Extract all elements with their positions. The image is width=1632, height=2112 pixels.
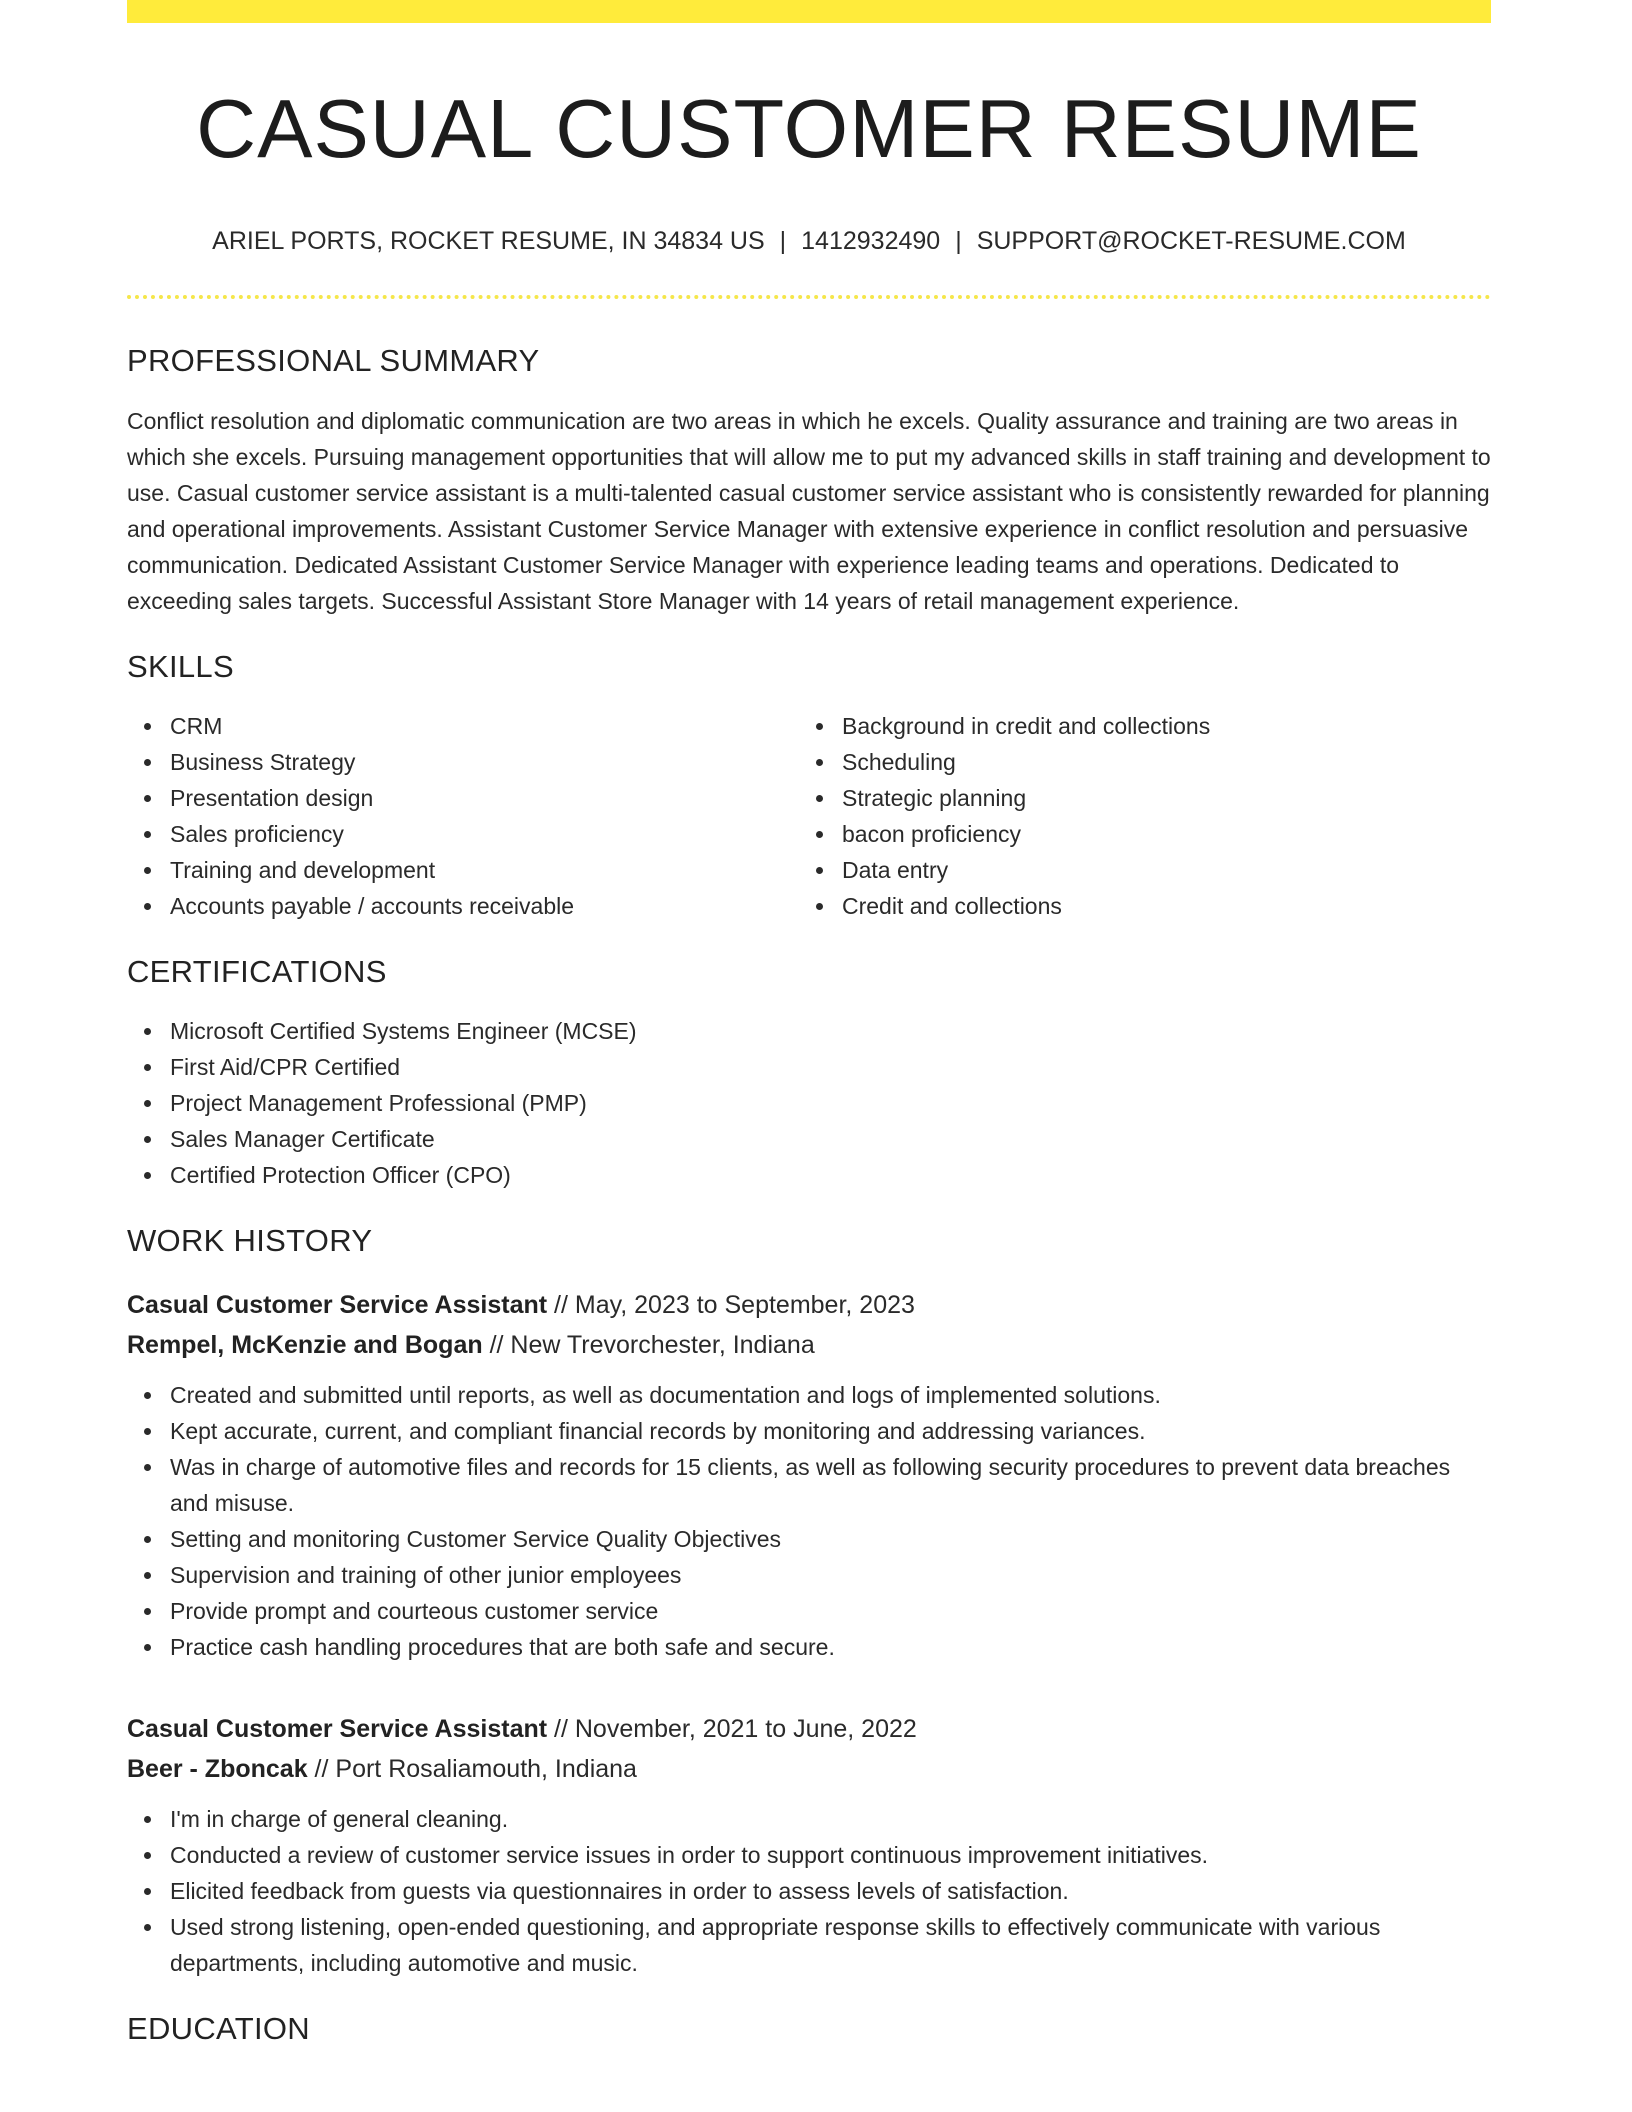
certification-item: Microsoft Certified Systems Engineer (MCSE) <box>127 1013 1491 1049</box>
job-dates: // May, 2023 to September, 2023 <box>547 1291 915 1319</box>
job-duty: I'm in charge of general cleaning. <box>127 1801 1491 1837</box>
skill-item: Data entry <box>799 852 1471 888</box>
job-duty: Supervision and training of other junior employees <box>127 1557 1491 1593</box>
skill-item: Credit and collections <box>799 888 1471 924</box>
skill-item: CRM <box>127 708 799 744</box>
skill-item: Background in credit and collections <box>799 708 1471 744</box>
contact-separator: | <box>779 227 787 255</box>
job-company-line <box>127 1325 1491 1365</box>
dotted-divider <box>127 295 1491 299</box>
job-entry <box>127 1285 1491 1665</box>
job-duties-list <box>127 1377 1491 1665</box>
job-duties-list <box>127 1801 1491 1981</box>
skill-item: Business Strategy <box>127 744 799 780</box>
skills-columns <box>127 708 1491 924</box>
skills-heading: SKILLS <box>127 649 234 684</box>
contact-email: SUPPORT@ROCKET-RESUME.COM <box>976 227 1406 255</box>
skill-item: Accounts payable / accounts receivable <box>127 888 799 924</box>
summary-text: Conflict resolution and diplomatic communication are two areas in which he excels. Quality assurance and training are two areas in which she excels. Pursuing management opportunities that will allow me to put my advanced skills in staff training and development to use. Casual customer service assistant is a multi-talented casual customer service assistant who is consistently rewarded for planning and operational improvements. Assistant Customer Service Manager with extensive experience in conflict resolution and persuasive communication. Dedicated Assistant Customer Service Manager with experience leading teams and operations. Dedicated to exceeding sales targets. Successful Assistant Store Manager with 14 years of retail management experience. <box>127 408 1491 614</box>
job-role-line <box>127 1285 1491 1325</box>
certification-item: First Aid/CPR Certified <box>127 1049 1491 1085</box>
job-duty: Kept accurate, current, and compliant financial records by monitoring and addressing variances. <box>127 1413 1491 1449</box>
job-role-line <box>127 1709 1491 1749</box>
job-company: Rempel, McKenzie and Bogan <box>127 1331 483 1359</box>
skill-item: bacon proficiency <box>799 816 1471 852</box>
certifications-heading: CERTIFICATIONS <box>127 954 387 989</box>
job-role: Casual Customer Service Assistant <box>127 1715 548 1743</box>
skills-list-left <box>127 708 799 924</box>
accent-bar <box>127 0 1491 23</box>
skill-item: Scheduling <box>799 744 1471 780</box>
skill-item: Strategic planning <box>799 780 1471 816</box>
summary-heading: PROFESSIONAL SUMMARY <box>127 343 540 378</box>
job-duty: Created and submitted until reports, as well as documentation and logs of implemented solutions. <box>127 1377 1491 1413</box>
resume-title: CASUAL CUSTOMER RESUME <box>196 82 1422 175</box>
resume-content <box>127 23 1491 2049</box>
certification-item: Project Management Professional (PMP) <box>127 1085 1491 1121</box>
skills-list-right <box>799 708 1471 924</box>
skill-item: Training and development <box>127 852 799 888</box>
job-location: // New Trevorchester, Indiana <box>482 1331 815 1359</box>
work-history-heading: WORK HISTORY <box>127 1223 373 1258</box>
skill-item: Presentation design <box>127 780 799 816</box>
job-duty: Was in charge of automotive files and records for 15 clients, as well as following security procedures to prevent data breaches and misuse. <box>127 1449 1491 1521</box>
certification-item: Certified Protection Officer (CPO) <box>127 1157 1491 1193</box>
job-entry <box>127 1709 1491 1981</box>
job-duty: Setting and monitoring Customer Service Quality Objectives <box>127 1521 1491 1557</box>
job-duty: Practice cash handling procedures that are both safe and secure. <box>127 1629 1491 1665</box>
education-heading: EDUCATION <box>127 2011 310 2046</box>
job-duty: Elicited feedback from guests via questionnaires in order to assess levels of satisfaction. <box>127 1873 1491 1909</box>
contact-line <box>127 225 1491 257</box>
certifications-list <box>127 1013 1491 1193</box>
job-company-line <box>127 1749 1491 1789</box>
job-duty: Conducted a review of customer service issues in order to support continuous improvement initiatives. <box>127 1837 1491 1873</box>
contact-phone: 1412932490 <box>801 227 941 255</box>
job-duty: Used strong listening, open-ended questioning, and appropriate response skills to effectively communicate with various departments, including automotive and music. <box>127 1909 1491 1981</box>
certification-item: Sales Manager Certificate <box>127 1121 1491 1157</box>
contact-separator: | <box>955 227 962 255</box>
job-duty: Provide prompt and courteous customer service <box>127 1593 1491 1629</box>
job-role: Casual Customer Service Assistant <box>127 1291 548 1319</box>
job-company: Beer - Zboncak <box>127 1755 308 1783</box>
job-dates: // November, 2021 to June, 2022 <box>547 1715 917 1743</box>
contact-address: ARIEL PORTS, ROCKET RESUME, IN 34834 US <box>212 227 765 255</box>
skill-item: Sales proficiency <box>127 816 799 852</box>
job-location: // Port Rosaliamouth, Indiana <box>307 1755 637 1783</box>
